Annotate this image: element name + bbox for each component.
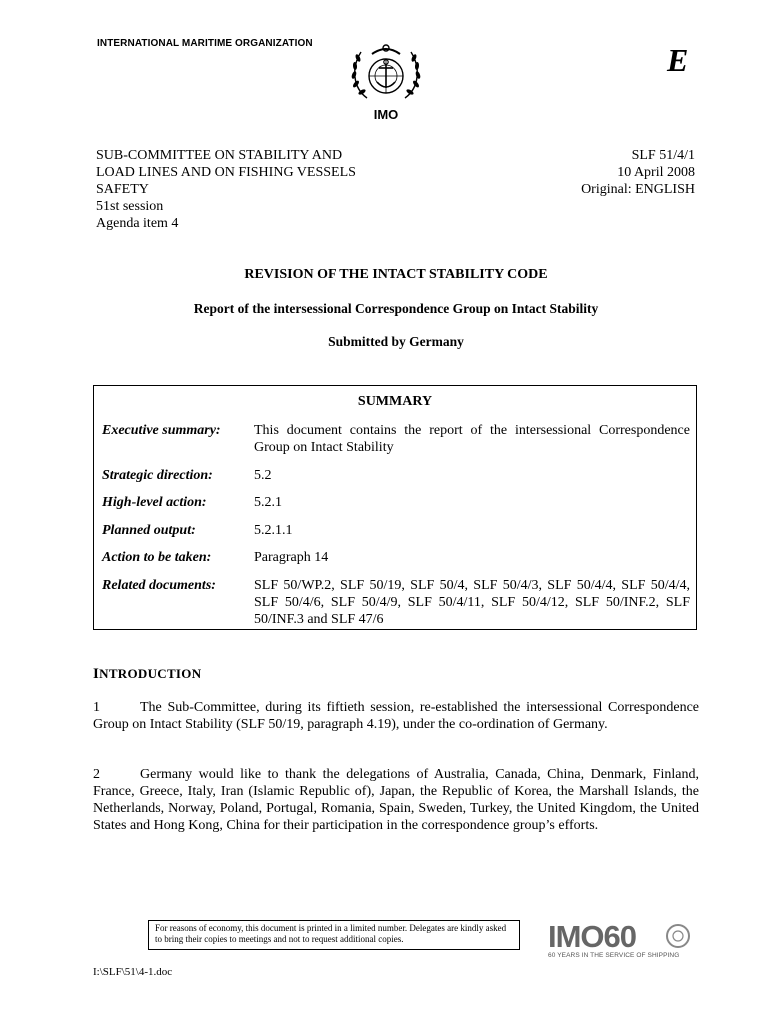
un-imo-emblem-icon bbox=[347, 40, 425, 104]
document-date: 10 April 2008 bbox=[617, 165, 695, 180]
paragraph-text: Germany would like to thank the delegations of Australia, Canada, China, Denmark, Finland, France, Greece, Italy, Iran (Islamic Republic of), Japan, the Republic of Korea, the Marshall Islands, the Netherlands, Norway, Poland, Portugal, Romania, Spain, Sweden, Turkey, the United Kingdom, the United States and Hong Kong, China for their participation in the correspondence group’s efforts. bbox=[93, 767, 699, 833]
summary-value: 5.2.1 bbox=[254, 495, 282, 510]
summary-label: Executive summary: bbox=[102, 423, 221, 438]
imo60-logo-text: IMO60 bbox=[548, 919, 637, 954]
summary-label: Strategic direction: bbox=[102, 468, 213, 483]
summary-value: 5.2.1.1 bbox=[254, 523, 293, 538]
document-original-language: Original: ENGLISH bbox=[581, 182, 695, 197]
session-line: 51st session bbox=[96, 199, 164, 214]
agenda-item-line: Agenda item 4 bbox=[96, 216, 179, 231]
committee-line: LOAD LINES AND ON FISHING VESSELS bbox=[96, 165, 356, 180]
paragraph-1 bbox=[93, 699, 699, 733]
summary-value: SLF 50/WP.2, SLF 50/19, SLF 50/4, SLF 50/4/3, SLF 50/4/4, SLF 50/4/4, SLF 50/4/6, SLF 50/4/9, SLF 50/4/11, SLF 50/4/12, SLF 50/INF.2, SLF 50/INF.3 and SLF 47/6 bbox=[254, 578, 690, 627]
summary-label: High-level action: bbox=[102, 495, 207, 510]
summary-value: Paragraph 14 bbox=[254, 550, 329, 565]
summary-value: 5.2 bbox=[254, 468, 272, 483]
committee-line: SAFETY bbox=[96, 182, 149, 197]
document-info bbox=[581, 147, 695, 198]
section-heading-introduction bbox=[93, 666, 201, 683]
summary-value: This document contains the report of the intersessional Correspondence Group on Intact Stability bbox=[254, 423, 690, 455]
imo60-tagline: 60 YEARS IN THE SERVICE OF SHIPPING bbox=[548, 952, 680, 959]
economy-note: For reasons of economy, this document is printed in a limited number. Delegates are kindly asked to bring their copies to meetings and not to request additional copies. bbox=[148, 920, 520, 950]
heading-initial: I bbox=[93, 666, 100, 682]
file-path: I:\SLF\51\4-1.doc bbox=[93, 966, 173, 978]
document-subtitle: Report of the intersessional Correspondence Group on Intact Stability bbox=[193, 301, 599, 316]
document-title: REVISION OF THE INTACT STABILITY CODE bbox=[244, 267, 548, 282]
language-code: E bbox=[667, 42, 689, 78]
paragraph-number: 2 bbox=[93, 767, 100, 782]
summary-box bbox=[93, 385, 697, 630]
summary-label: Related documents: bbox=[102, 578, 216, 593]
summary-heading: SUMMARY bbox=[357, 394, 433, 409]
heading-rest: NTRODUCTION bbox=[99, 666, 202, 681]
summary-label: Action to be taken: bbox=[102, 550, 212, 565]
organization-name: INTERNATIONAL MARITIME ORGANIZATION bbox=[97, 38, 313, 49]
paragraph-2 bbox=[93, 766, 699, 834]
committee-block bbox=[96, 147, 416, 232]
committee-line: SUB-COMMITTEE ON STABILITY AND bbox=[96, 148, 343, 163]
document-symbol: SLF 51/4/1 bbox=[631, 148, 695, 163]
imo-short-name: IMO bbox=[373, 107, 399, 122]
summary-label: Planned output: bbox=[102, 523, 196, 538]
submitted-by: Submitted by Germany bbox=[328, 334, 464, 349]
paragraph-text: The Sub-Committee, during its fiftieth session, re-established the intersessional Correspondence Group on Intact Stability (SLF 50/19, paragraph 4.19), under the co-ordination of Germany. bbox=[93, 700, 699, 732]
paragraph-number: 1 bbox=[93, 700, 100, 715]
